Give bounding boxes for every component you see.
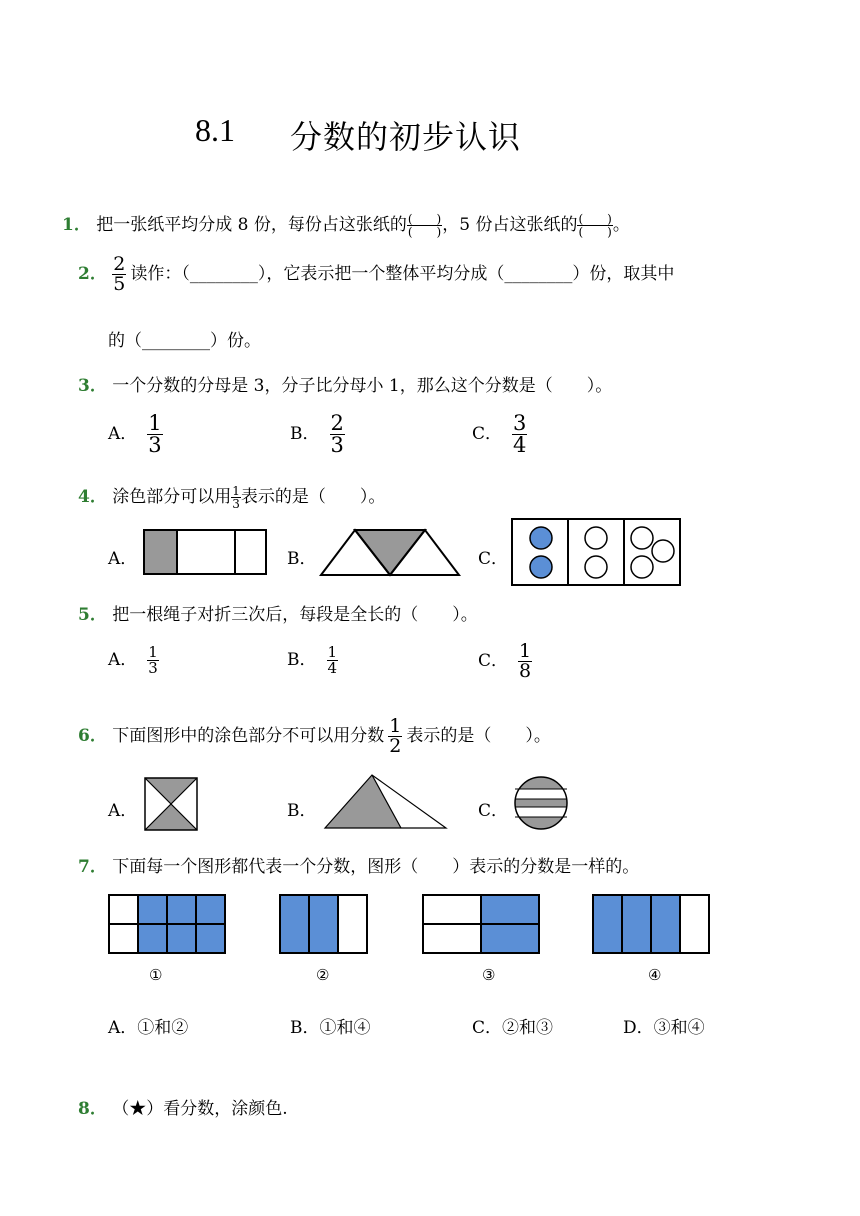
question-number: 8． — [78, 1099, 107, 1119]
question-2-cont: 的（________）份。 — [108, 331, 261, 351]
fraction: $\frac{2}{5}$ — [113, 253, 126, 295]
option-c-label[interactable]: C． — [478, 549, 509, 569]
figure-rect-thirds — [143, 529, 267, 575]
option-a[interactable]: A． $\frac{1}{3}$ — [108, 643, 158, 677]
figure-4-grid — [592, 894, 710, 954]
option-c[interactable]: C．②和③ — [472, 1018, 554, 1038]
option-a-label[interactable]: A． — [108, 801, 138, 821]
question-2 — [78, 255, 674, 294]
question-text: 读作：（________），它表示把一个整体平均分成（________）份，取其中 — [130, 264, 675, 284]
option-b[interactable]: B． $\frac{2}{3}$ — [290, 411, 344, 457]
question-5 — [78, 600, 478, 625]
option-a[interactable]: A． $\frac{1}{3}$ — [108, 411, 162, 457]
question-text: 一个分数的分母是 3，分子比分母小 1，那么这个分数是（ ）。 — [112, 376, 613, 396]
figure-2-grid — [279, 894, 369, 954]
question-number: 7． — [78, 857, 107, 877]
option-a[interactable]: A．①和② — [108, 1018, 189, 1038]
question-number: 5． — [78, 605, 107, 625]
question-text: 涂色部分可以用 — [112, 487, 232, 507]
punct: 。 — [612, 215, 630, 235]
question-3 — [78, 371, 612, 396]
fraction: $\frac{1}{3}$ — [232, 484, 240, 511]
question-4 — [78, 482, 385, 510]
option-d[interactable]: D．③和④ — [623, 1018, 705, 1038]
figure-1-grid — [108, 894, 226, 954]
figure-3-grid — [422, 894, 540, 954]
figure-label: ④ — [648, 966, 662, 984]
question-number: 4． — [78, 487, 107, 507]
option-c-label[interactable]: C． — [478, 801, 509, 821]
question-text: 表示的是（ ）。 — [406, 726, 551, 746]
section-title: 分数的初步认识 — [290, 118, 522, 156]
question-number: 2． — [78, 264, 107, 284]
option-c[interactable]: C． $\frac{1}{8}$ — [478, 640, 532, 682]
figure-label: ② — [316, 966, 330, 984]
question-number: 3． — [78, 376, 107, 396]
option-b-label[interactable]: B． — [287, 549, 317, 569]
question-text: 把一张纸平均分成 8 份，每份占这张纸的 — [96, 215, 407, 235]
question-1 — [62, 210, 630, 238]
figure-hourglass-square — [144, 777, 198, 831]
option-a-label[interactable]: A． — [108, 549, 138, 569]
question-text: 下面每一个图形都代表一个分数，图形（ ）表示的分数是一样的。 — [112, 857, 640, 877]
question-text: （★）看分数，涂颜色. — [112, 1099, 288, 1119]
option-c[interactable]: C． $\frac{3}{4}$ — [472, 411, 527, 457]
fraction-blank[interactable]: $\frac{( )}{( )}$ — [578, 212, 612, 239]
figure-split-triangle — [324, 774, 448, 830]
figure-triangles — [320, 529, 460, 577]
section-number: 8.1 — [195, 112, 235, 148]
question-7 — [78, 852, 639, 877]
question-number: 1． — [62, 215, 91, 235]
question-6 — [78, 717, 551, 756]
question-8 — [78, 1094, 288, 1119]
figure-circles — [511, 518, 681, 586]
option-b[interactable]: B．①和④ — [290, 1018, 371, 1038]
option-b-label[interactable]: B． — [287, 801, 317, 821]
figure-striped-circle — [513, 775, 569, 831]
fraction: $\frac{1}{2}$ — [389, 715, 402, 757]
question-text: 表示的是（ ）。 — [240, 487, 386, 507]
question-text: 下面图形中的涂色部分不可以用分数 — [112, 726, 385, 746]
question-text: ，5 份占这张纸的 — [442, 215, 578, 235]
figure-label: ③ — [482, 966, 496, 984]
option-b[interactable]: B． $\frac{1}{4}$ — [287, 643, 338, 677]
question-text: 把一根绳子对折三次后，每段是全长的（ ）。 — [112, 605, 478, 625]
question-number: 6． — [78, 726, 107, 746]
figure-label: ① — [149, 966, 163, 984]
fraction-blank[interactable]: $\frac{( )}{( )}$ — [407, 212, 442, 239]
